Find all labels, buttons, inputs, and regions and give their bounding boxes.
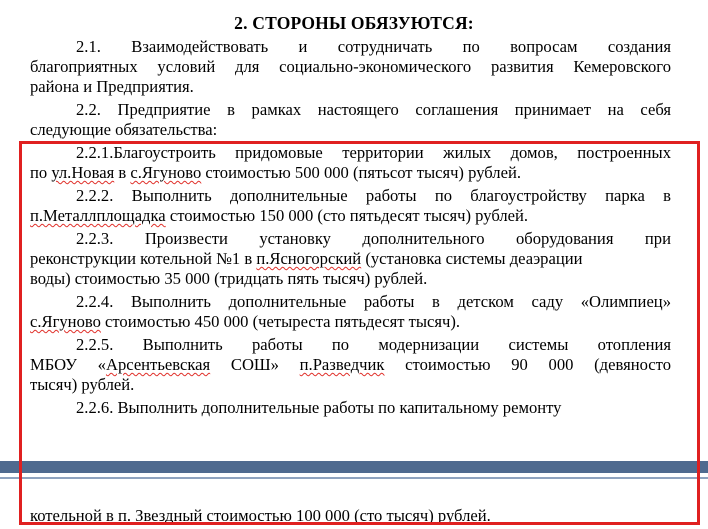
spellcheck-word: п.Металлплощадка xyxy=(30,206,166,225)
paragraph-2-2-6-line-2: котельной в п. Звездный стоимостью 100 000 (сто тысяч) рублей. xyxy=(30,506,491,525)
text-run: стоимостью 500 000 (пятьсот тысяч) рублей. xyxy=(201,163,521,182)
text-run: СОШ» xyxy=(210,355,300,374)
spellcheck-word: п.Разведчик xyxy=(299,355,385,374)
spellcheck-word: с.Ягуново xyxy=(30,312,101,331)
text-run: в xyxy=(114,163,131,182)
page-break-line xyxy=(0,477,708,479)
paragraph-2-2-5-line-1: 2.2.5. Выполнить работы по модернизации системы отопления xyxy=(76,335,671,354)
spellcheck-word: п.Ясногорский xyxy=(256,249,362,268)
spellcheck-word: Арсентьевская xyxy=(105,355,211,374)
spellcheck-word: с.Ягуново xyxy=(130,163,202,182)
paragraph-2-2-line-1: 2.2. Предприятие в рамках настоящего соглашения принимает на себя xyxy=(76,100,671,119)
text-run: (установка системы деаэрации xyxy=(361,249,583,268)
paragraph-2-2-2-line-1: 2.2.2. Выполнить дополнительные работы по благоустройству парка в xyxy=(76,186,671,205)
paragraph-2-2-3-line-1: 2.2.3. Произвести установку дополнительного оборудования при xyxy=(76,229,671,248)
text-run: реконструкции котельной №1 в xyxy=(30,249,257,268)
paragraph-2-2-5-line-2 xyxy=(30,355,671,375)
paragraph-2-1-line-1: 2.1. Взаимодействовать и сотрудничать по вопросам создания xyxy=(76,37,671,56)
text-run: стоимостью 450 000 (четыреста пятьдесят тысяч). xyxy=(100,312,461,331)
paragraph-2-1-line-2: благоприятных условий для социально-экономического развития Кемеровского xyxy=(30,57,671,76)
text-run: МБОУ « xyxy=(30,355,106,374)
section-heading: 2. СТОРОНЫ ОБЯЗУЮТСЯ: xyxy=(234,13,474,33)
paragraph-2-2-4-line-1: 2.2.4. Выполнить дополнительные работы в детском саду «Олимпиец» xyxy=(76,292,671,311)
page-break-separator xyxy=(0,461,708,473)
paragraph-2-2-4-line-2 xyxy=(30,312,460,332)
paragraph-2-2-6-line-1: 2.2.6. Выполнить дополнительные работы по капитальному ремонту xyxy=(76,398,562,417)
paragraph-2-2-3-line-2 xyxy=(30,249,583,269)
paragraph-2-2-5-line-3: тысяч) рублей. xyxy=(30,375,135,394)
paragraph-2-1-line-3: района и Предприятия. xyxy=(30,77,194,96)
paragraph-2-2-3-line-3: воды) стоимостью 35 000 (тридцать пять тысяч) рублей. xyxy=(30,269,428,288)
paragraph-2-2-1-line-2 xyxy=(30,163,521,183)
paragraph-2-2-2-line-2 xyxy=(30,206,528,226)
paragraph-2-2-1-line-1: 2.2.1.Благоустроить придомовые территории жилых домов, построенных xyxy=(76,143,671,162)
text-run: по xyxy=(30,163,52,182)
spellcheck-word: ул.Новая xyxy=(51,163,115,182)
text-run: стоимостью 90 000 (девяносто xyxy=(384,355,671,374)
text-run: стоимостью 150 000 (сто пятьдесят тысяч) рублей. xyxy=(165,206,529,225)
paragraph-2-2-line-2: следующие обязательства: xyxy=(30,120,218,139)
